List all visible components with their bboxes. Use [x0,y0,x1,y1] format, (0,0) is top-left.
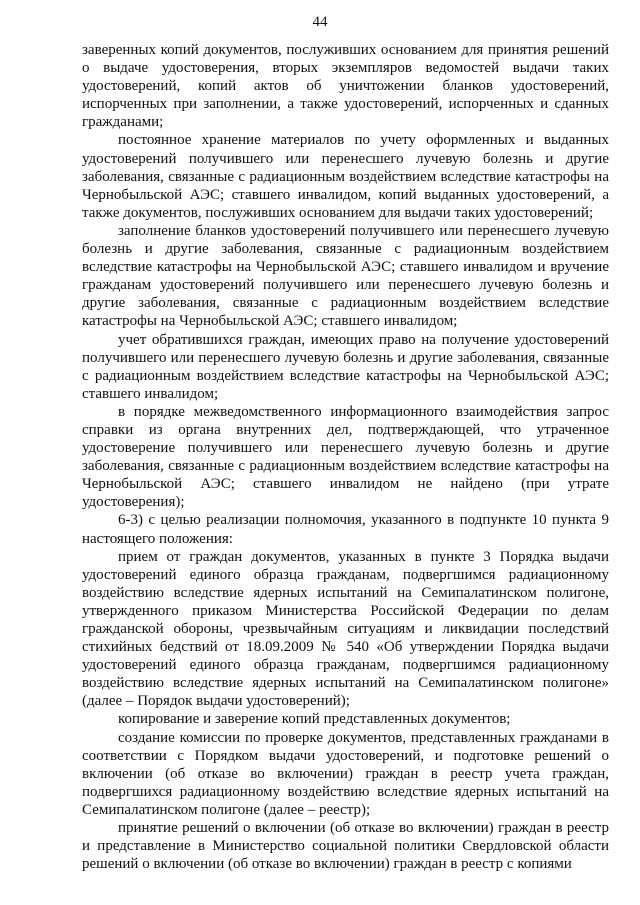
paragraph-continuation: заверенных копий документов, послуживших основанием для принятия решений о выдаче удостоверения, вторых экземпляров ведомостей выдачи таких удостоверений, копий актов об уничтожении бланков удостоверений, испорченных при заполнении, а также удостоверений, испорченных и сданных гражданами; [82,42,609,131]
paragraph: 6-3) с целью реализации полномочия, указанного в подпункте 10 пункта 9 настоящего положения: [82,512,609,547]
paragraph: принятие решений о включении (об отказе во включении) граждан в реестр и представление в Министерство социальной политики Свердловской области решений о включении (об отказе во включении) граждан в реестр с копиями [82,820,609,873]
document-body [82,41,609,873]
paragraph: постоянное хранение материалов по учету оформленных и выданных удостоверений получившего или перенесшего лучевую болезнь и другие заболевания, связанные с радиационным воздействием вследствие катастрофы на Чернобыльской АЭС; ставшего инвалидом, копий выданных удостоверений, а также документов, послуживших основанием для выдачи таких удостоверений; [82,132,609,221]
paragraph: создание комиссии по проверке документов, представленных гражданами в соответствии с Порядком выдачи удостоверений, и подготовке решений о включении (об отказе во включении) граждан в реестр учета граждан, подвергшихся радиационному воздействию вследствие ядерных испытаний на Семипалатинском полигоне (далее – реестр); [82,729,609,818]
paragraph: заполнение бланков удостоверений получившего или перенесшего лучевую болезнь и другие заболевания, связанные с радиационным воздействием вследствие катастрофы на Чернобыльской АЭС; ставшего инвалидом и вручение гражданам удостоверений получившего или перенесшего лучевую болезнь и другие заболевания, связанные с радиационным воздействием вследствие катастрофы на Чернобыльской АЭС; ставшего инвалидом; [82,222,609,330]
paragraph: копирование и заверение копий представленных документов; [118,711,511,728]
page-number: 44 [312,14,328,30]
paragraph: прием от граждан документов, указанных в пункте 3 Порядка выдачи удостоверений единого образца гражданам, подвергшимся радиационному воздействию вследствие ядерных испытаний на Семипалатинском полигоне, утвержденного приказом Министерства Российской Федерации по делам гражданской обороны, чрезвычайным ситуациям и ликвидации последствий стихийных бедствий от 18.09.2009 № 540 «Об утверждении Порядка выдачи удостоверений единого образца гражданам, подвергшимся радиационному воздействию вследствие ядерных испытаний на Семипалатинском полигоне» (далее – Порядок выдачи удостоверений); [82,548,609,710]
paragraph: в порядке межведомственного информационного взаимодействия запрос справки из органа внутренних дел, подтверждающей, что утраченное удостоверение получившего или перенесшего лучевую болезнь и другие заболевания, связанные с радиационным воздействием вследствие катастрофы на Чернобыльской АЭС; ставшего инвалидом не найдено (при утрате удостоверения); [82,403,609,511]
paragraph: учет обратившихся граждан, имеющих право на получение удостоверений получившего или перенесшего лучевую болезнь и другие заболевания, связанные с радиационным воздействием вследствие катастрофы на Чернобыльской АЭС; ставшего инвалидом; [82,331,609,402]
